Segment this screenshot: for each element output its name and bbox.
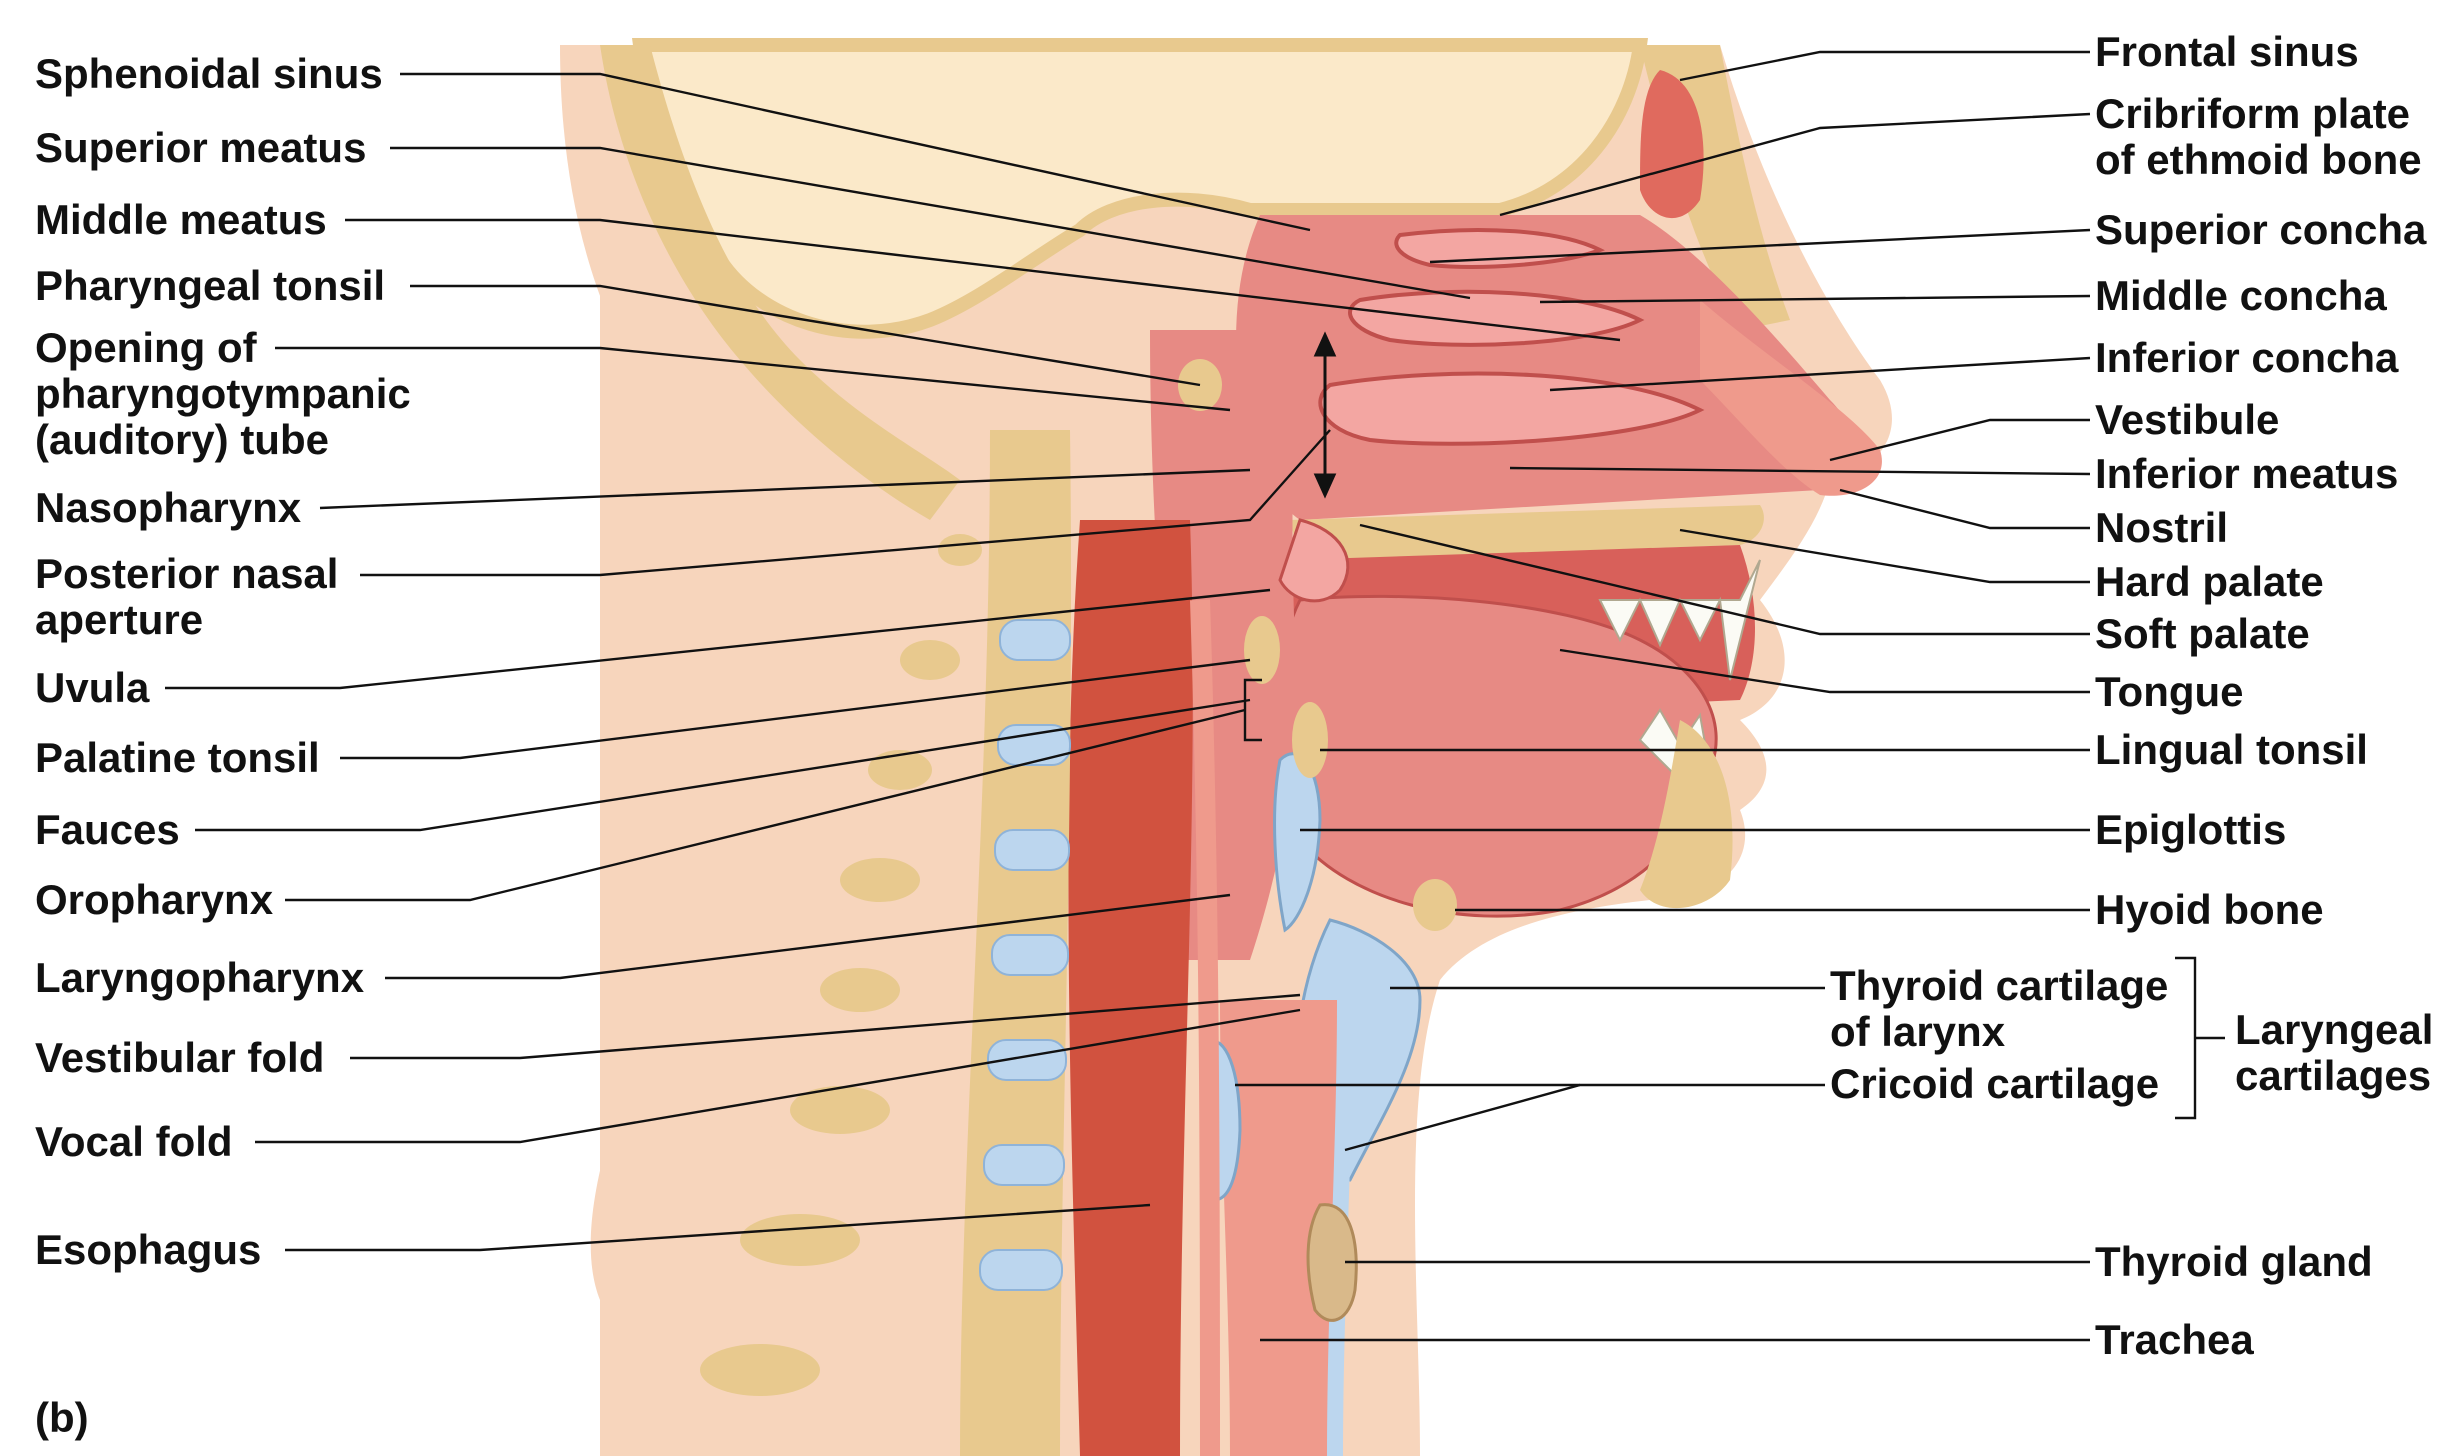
laryngeal-bracket: [2175, 958, 2225, 1118]
label-pharyngeal-tonsil: Pharyngeal tonsil: [35, 262, 386, 309]
esophagus-shape: [1068, 520, 1192, 1456]
label-epiglottis: Epiglottis: [2095, 806, 2287, 853]
label-cricoid-cartilage: Cricoid cartilage: [1830, 1060, 2160, 1107]
label-middle-meatus: Middle meatus: [35, 196, 327, 243]
label-opening-line3: (auditory) tube: [35, 416, 329, 463]
label-thyroid-gland: Thyroid gland: [2095, 1238, 2373, 1285]
label-esophagus: Esophagus: [35, 1226, 262, 1273]
palatine-tonsil-shape: [1244, 616, 1280, 684]
label-posterior-nasal-line2: aperture: [35, 596, 204, 643]
label-inferior-concha: Inferior concha: [2095, 334, 2399, 381]
label-trachea: Trachea: [2095, 1316, 2254, 1363]
leader-nostril: [1840, 490, 2090, 528]
label-hard-palate: Hard palate: [2095, 558, 2324, 605]
label-opening-line1: Opening of: [35, 324, 257, 371]
left-labels: [35, 50, 411, 1441]
label-soft-palate: Soft palate: [2095, 610, 2310, 657]
label-laryngopharynx: Laryngopharynx: [35, 954, 365, 1001]
label-vestibule: Vestibule: [2095, 396, 2280, 443]
label-tongue: Tongue: [2095, 668, 2244, 715]
label-uvula: Uvula: [35, 664, 150, 711]
label-lingual-tonsil: Lingual tonsil: [2095, 726, 2368, 773]
label-palatine-tonsil: Palatine tonsil: [35, 734, 320, 781]
right-labels: [1830, 28, 2433, 1363]
label-vocal-fold: Vocal fold: [35, 1118, 233, 1165]
lingual-tonsil-shape: [1292, 702, 1328, 778]
esophagus-lining: [1200, 600, 1210, 1456]
label-opening-line2: pharyngotympanic: [35, 370, 411, 417]
leader-frontal-sinus: [1680, 52, 2090, 80]
figure-label: (b): [35, 1394, 89, 1441]
label-superior-meatus: Superior meatus: [35, 124, 367, 171]
label-middle-concha: Middle concha: [2095, 272, 2387, 319]
label-inferior-meatus: Inferior meatus: [2095, 450, 2399, 497]
label-nostril: Nostril: [2095, 504, 2229, 551]
label-nasopharynx: Nasopharynx: [35, 484, 302, 531]
label-thyroid-cartilage-line2: of larynx: [1830, 1008, 2006, 1055]
label-laryngeal-line2: cartilages: [2235, 1052, 2432, 1099]
label-laryngeal-line1: Laryngeal: [2235, 1006, 2434, 1053]
label-fauces: Fauces: [35, 806, 180, 853]
label-cribriform-line1: Cribriform plate: [2095, 90, 2411, 137]
label-superior-concha: Superior concha: [2095, 206, 2427, 253]
label-frontal-sinus: Frontal sinus: [2095, 28, 2359, 75]
label-oropharynx: Oropharynx: [35, 876, 274, 923]
hyoid-shape: [1413, 879, 1457, 931]
label-posterior-nasal-line1: Posterior nasal: [35, 550, 339, 597]
label-thyroid-cartilage-line1: Thyroid cartilage: [1830, 962, 2169, 1009]
label-cribriform-line2: of ethmoid bone: [2095, 136, 2422, 183]
label-hyoid-bone: Hyoid bone: [2095, 886, 2324, 933]
label-vestibular-fold: Vestibular fold: [35, 1034, 325, 1081]
label-sphenoidal-sinus: Sphenoidal sinus: [35, 50, 383, 97]
